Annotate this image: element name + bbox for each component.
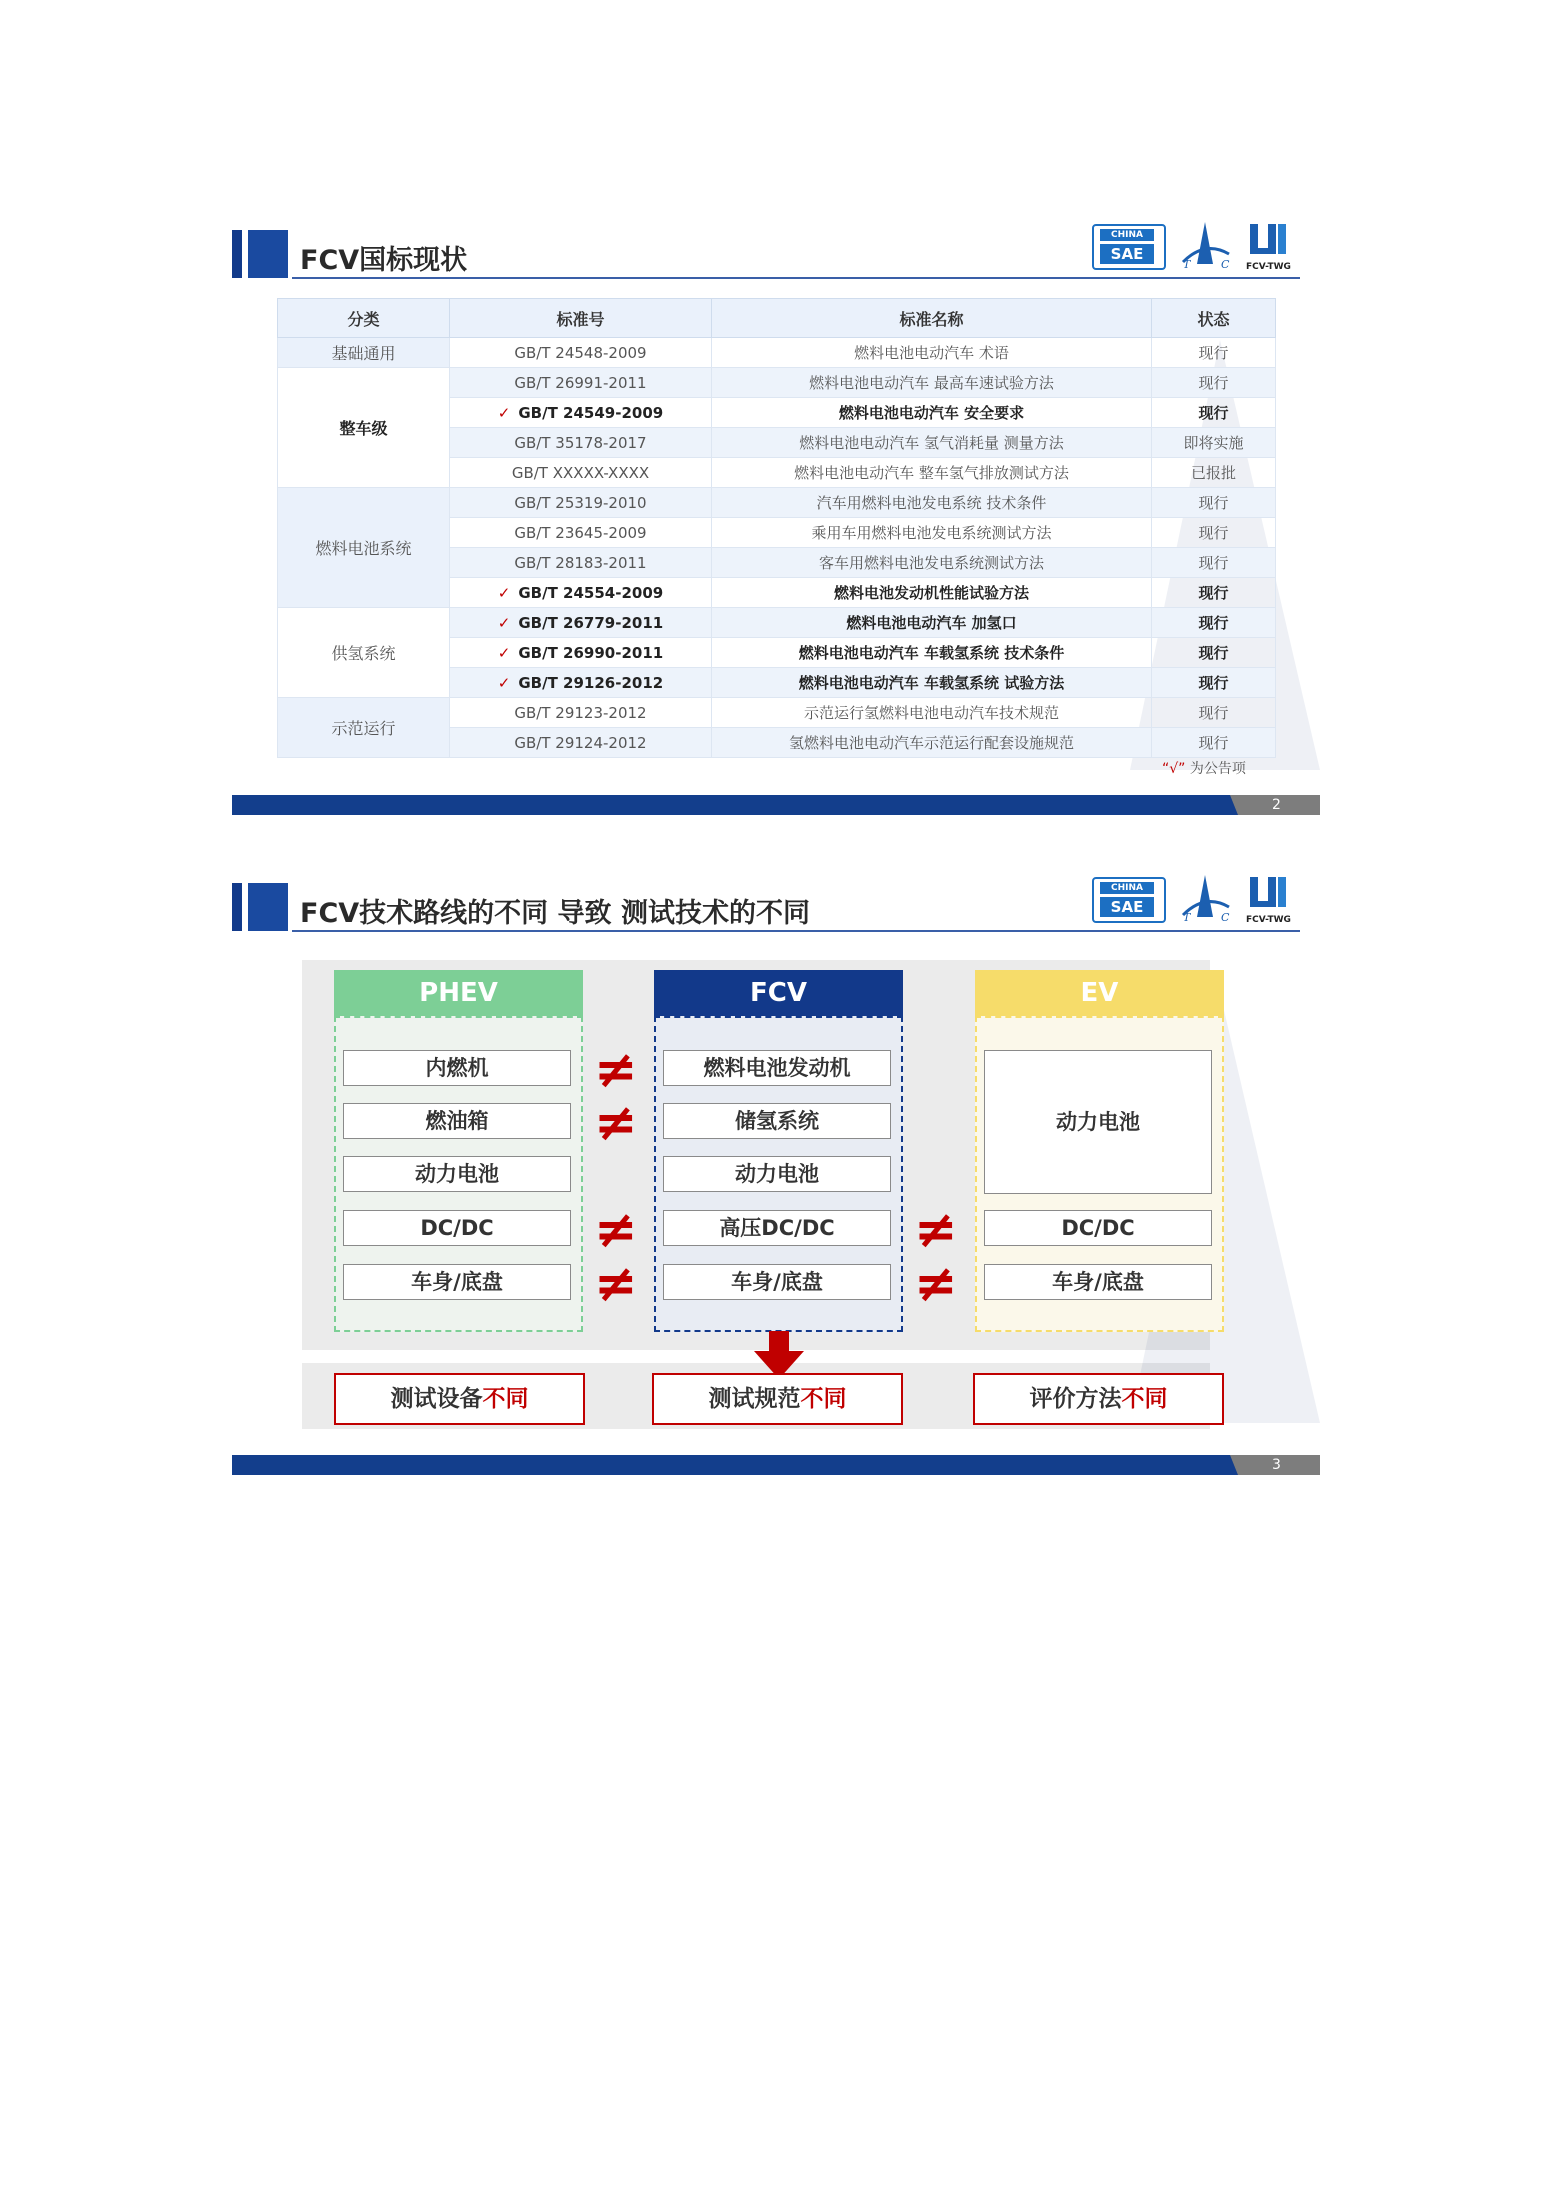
header-accent-bar (232, 230, 242, 278)
standard-number-cell (450, 548, 712, 578)
table-row (278, 488, 1276, 518)
page-number: 3 (1272, 1457, 1281, 1473)
phev-column (334, 970, 583, 1334)
slide-tech-routes (232, 873, 1320, 1473)
fcv-twg-logo (1242, 220, 1298, 276)
fcv-item-body-chassis: 车身/底盘 (663, 1264, 891, 1300)
ev-item-body-chassis: 车身/底盘 (984, 1264, 1212, 1300)
standard-name-cell: 燃料电池电动汽车 车载氢系统 试验方法 (712, 668, 1152, 698)
standard-number-text: GB/T 24548-2009 (514, 343, 647, 362)
ev-item-battery: 动力电池 (984, 1050, 1212, 1194)
result-accent-text: 不同 (800, 1386, 847, 1412)
table-row (278, 608, 1276, 638)
fcv-twg-mark-icon (1242, 873, 1298, 915)
fcv-header: FCV (654, 970, 903, 1016)
check-mark-icon: ✓ (497, 613, 511, 632)
status-cell: 现行 (1152, 638, 1276, 668)
status-cell: 现行 (1152, 518, 1276, 548)
fcv-item-battery: 动力电池 (663, 1156, 891, 1192)
sae-logo-top-text: CHINA (1100, 229, 1154, 241)
standard-name-cell: 汽车用燃料电池发电系统 技术条件 (712, 488, 1152, 518)
category-cell: 燃料电池系统 (278, 488, 450, 608)
header-name: 标准名称 (712, 299, 1152, 338)
result-main-text: 评价方法 (1029, 1386, 1122, 1412)
standard-number-cell (450, 668, 712, 698)
standard-name-cell: 燃料电池电动汽车 最高车速试验方法 (712, 368, 1152, 398)
header-underline (292, 930, 1300, 932)
slide-title: FCV国标现状 (300, 245, 468, 276)
category-cell: 供氢系统 (278, 608, 450, 698)
check-legend-note (1162, 758, 1246, 778)
check-legend-text: 为公告项 (1185, 761, 1246, 777)
standard-number-cell (450, 698, 712, 728)
status-cell: 现行 (1152, 698, 1276, 728)
standard-number-cell (450, 488, 712, 518)
check-legend-mark: “√” (1162, 761, 1186, 777)
status-cell: 现行 (1152, 728, 1276, 758)
header-accent-block (248, 883, 288, 931)
standard-number-cell (450, 398, 712, 428)
table-header-row (278, 299, 1276, 338)
check-mark-icon: ✓ (497, 403, 511, 422)
phev-item-fuel-tank: 燃油箱 (343, 1103, 571, 1139)
standard-number-cell (450, 368, 712, 398)
category-cell: 整车级 (278, 368, 450, 488)
status-cell: 现行 (1152, 398, 1276, 428)
standard-number-text: GB/T 29126-2012 (518, 673, 664, 692)
sae-logo-bottom-text: SAE (1100, 897, 1154, 917)
table-row (278, 338, 1276, 368)
china-sae-logo (1092, 877, 1166, 923)
standard-name-cell: 燃料电池电动汽车 加氢口 (712, 608, 1152, 638)
fcv-item-fuel-cell-engine: 燃料电池发动机 (663, 1050, 891, 1086)
check-mark-icon: ✓ (497, 673, 511, 692)
standard-number-text: GB/T 23645-2009 (514, 523, 647, 542)
standard-number-text: GB/T 24549-2009 (518, 403, 664, 422)
header-number: 标准号 (450, 299, 712, 338)
tatc-logo (1177, 220, 1233, 272)
table-row (278, 698, 1276, 728)
header-accent-block (248, 230, 288, 278)
standard-name-cell: 乘用车用燃料电池发电系统测试方法 (712, 518, 1152, 548)
svg-text:C: C (1221, 258, 1230, 271)
result-accent-text: 不同 (1121, 1386, 1168, 1412)
phev-item-engine: 内燃机 (343, 1050, 571, 1086)
result-main-text: 测试设备 (390, 1386, 483, 1412)
standard-name-cell: 燃料电池电动汽车 安全要求 (712, 398, 1152, 428)
standard-name-cell: 燃料电池电动汽车 术语 (712, 338, 1152, 368)
status-cell: 现行 (1152, 668, 1276, 698)
slide-fcv-standards (232, 220, 1320, 820)
standard-number-text: GB/T 29123-2012 (514, 703, 647, 722)
standard-number-cell (450, 338, 712, 368)
standard-number-text: GB/T 26991-2011 (514, 373, 647, 392)
fcv-logo-text: FCV-TWG (1246, 915, 1291, 925)
svg-text:T: T (1183, 911, 1191, 924)
standard-name-cell: 示范运行氢燃料电池电动汽车技术规范 (712, 698, 1152, 728)
standard-number-text: GB/T 29124-2012 (514, 733, 647, 752)
page-number: 2 (1272, 797, 1281, 813)
status-cell: 已报批 (1152, 458, 1276, 488)
standard-number-text: GB/T 35178-2017 (514, 433, 647, 452)
standard-number-text: GB/T 24554-2009 (518, 583, 664, 602)
fcv-twg-mark-icon (1242, 220, 1298, 262)
not-equal-icon: ≠ (594, 1254, 638, 1314)
status-cell: 现行 (1152, 548, 1276, 578)
standard-number-text: GB/T XXXXX-XXXX (511, 463, 650, 482)
header-accent-bar (232, 883, 242, 931)
ev-header: EV (975, 970, 1224, 1016)
not-equal-icon: ≠ (914, 1254, 958, 1314)
not-equal-icon: ≠ (594, 1040, 638, 1100)
not-equal-icon: ≠ (914, 1200, 958, 1260)
fcv-item-hv-dcdc: 高压DC/DC (663, 1210, 891, 1246)
standard-number-cell (450, 458, 712, 488)
standards-table (277, 298, 1276, 758)
result-main-text: 测试规范 (708, 1386, 801, 1412)
not-equal-icon: ≠ (594, 1200, 638, 1260)
standard-name-cell: 客车用燃料电池发电系统测试方法 (712, 548, 1152, 578)
phev-item-battery: 动力电池 (343, 1156, 571, 1192)
check-mark-icon: ✓ (497, 643, 511, 662)
check-mark-icon: ✓ (497, 583, 511, 602)
standard-name-cell: 燃料电池电动汽车 整车氢气排放测试方法 (712, 458, 1152, 488)
status-cell: 现行 (1152, 608, 1276, 638)
ev-item-dcdc: DC/DC (984, 1210, 1212, 1246)
svg-text:T: T (1183, 258, 1191, 271)
tatc-logo (1177, 873, 1233, 925)
sae-logo-top-text: CHINA (1100, 882, 1154, 894)
category-cell: 示范运行 (278, 698, 450, 758)
standard-number-cell (450, 428, 712, 458)
header-underline (292, 277, 1300, 279)
standard-number-cell (450, 638, 712, 668)
result-test-specs (652, 1373, 903, 1425)
footer-bar (232, 1455, 1320, 1475)
standard-name-cell: 燃料电池电动汽车 车载氢系统 技术条件 (712, 638, 1152, 668)
phev-item-dcdc: DC/DC (343, 1210, 571, 1246)
status-cell: 现行 (1152, 338, 1276, 368)
standard-number-cell (450, 608, 712, 638)
standard-name-cell: 燃料电池电动汽车 氢气消耗量 测量方法 (712, 428, 1152, 458)
phev-item-body-chassis: 车身/底盘 (343, 1264, 571, 1300)
sae-logo-bottom-text: SAE (1100, 244, 1154, 264)
fcv-column (654, 970, 903, 1334)
status-cell: 即将实施 (1152, 428, 1276, 458)
standard-number-cell (450, 728, 712, 758)
standard-number-cell (450, 518, 712, 548)
ev-column (975, 970, 1224, 1334)
standard-number-text: GB/T 26779-2011 (518, 613, 664, 632)
svg-text:C: C (1221, 911, 1230, 924)
standard-number-text: GB/T 25319-2010 (514, 493, 647, 512)
standard-number-text: GB/T 26990-2011 (518, 643, 664, 662)
result-accent-text: 不同 (482, 1386, 529, 1412)
status-cell: 现行 (1152, 578, 1276, 608)
standard-name-cell: 氢燃料电池电动汽车示范运行配套设施规范 (712, 728, 1152, 758)
standard-number-cell (450, 578, 712, 608)
fcv-logo-text: FCV-TWG (1246, 262, 1291, 272)
table-row (278, 368, 1276, 398)
category-cell: 基础通用 (278, 338, 450, 368)
header-status: 状态 (1152, 299, 1276, 338)
phev-header: PHEV (334, 970, 583, 1016)
fcv-twg-logo (1242, 873, 1298, 929)
fcv-item-hydrogen-storage: 储氢系统 (663, 1103, 891, 1139)
china-sae-logo (1092, 224, 1166, 270)
standard-name-cell: 燃料电池发动机性能试验方法 (712, 578, 1152, 608)
slide-title: FCV技术路线的不同 导致 测试技术的不同 (300, 898, 810, 929)
result-evaluation-method (973, 1373, 1224, 1425)
status-cell: 现行 (1152, 368, 1276, 398)
result-test-equipment (334, 1373, 585, 1425)
standard-number-text: GB/T 28183-2011 (514, 553, 647, 572)
header-category: 分类 (278, 299, 450, 338)
not-equal-icon: ≠ (594, 1093, 638, 1153)
status-cell: 现行 (1152, 488, 1276, 518)
footer-bar (232, 795, 1320, 815)
